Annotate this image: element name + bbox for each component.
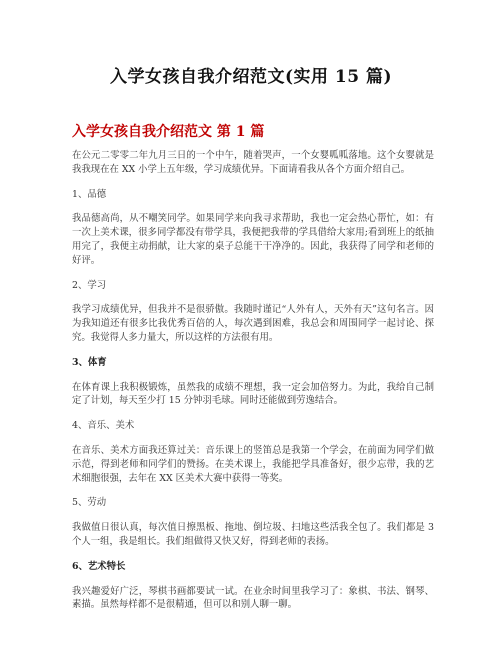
section-heading: 入学女孩自我介绍范文 第 1 篇 bbox=[72, 124, 265, 140]
document-title: 入学女孩自我介绍范文(实用 15 篇) bbox=[109, 67, 393, 87]
subheading-sports: 3、体育 bbox=[72, 356, 107, 368]
paragraph-labor: 我做值日很认真，每次值日擦黑板、拖地、倒垃圾、扫地这些活我全包了。我们都是 3 个人一组，我是组长。我们组做得又快又好，得到老师的表扬。 bbox=[72, 522, 434, 547]
paragraph-art-talent: 我兴趣爱好广泛，琴棋书画都要试一试。在业余时间里我学习了：象棋、书法、钢琴、素描。虽然每样都不是很精通，但可以和别人聊一聊。 bbox=[72, 585, 434, 611]
subheading-labor: 5、劳动 bbox=[72, 497, 107, 509]
subheading-morality: 1、品德 bbox=[72, 188, 107, 200]
subheading-study: 2、学习 bbox=[72, 279, 107, 291]
document-body bbox=[72, 149, 434, 623]
intro-paragraph: 在公元二零零二年九月三日的一个中午，随着哭声，一个女婴呱呱落地。这个女婴就是我我现在在 XX 小学上五年级，学习成绩优异。下面请看我从各个方面介绍自己。 bbox=[72, 150, 434, 175]
paragraph-morality: 我品德高尚，从不嘲笑同学。如果同学来向我寻求帮助，我也一定会热心帮忙，如：有一次上美术课，很多同学都没有带学具，我便把我带的学具借给大家用;看到班上的纸抽用完了，我便主动捐献，让大家的桌子总能干干净净的。因此，我获得了同学和老师的好评。 bbox=[72, 213, 434, 266]
subheading-music-art: 4、音乐、美术 bbox=[72, 420, 135, 432]
subheading-art-talent: 6、艺术特长 bbox=[72, 560, 126, 572]
paragraph-study: 我学习成绩优异，但我并不是很骄傲。我随时谨记“人外有人，天外有天”这句名言。因为我知道还有很多比我优秀百倍的人，每次遇到困难，我总会和周围同学一起讨论、探究。我觉得人多力量大，所以这样的方法很有用。 bbox=[72, 304, 434, 343]
paragraph-sports: 在体育课上我积极锻炼，虽然我的成绩不理想，我一定会加倍努力。为此，我给自己制定了计划，每天至少打 15 分钟羽毛球。同时还能做到劳逸结合。 bbox=[72, 381, 434, 407]
paragraph-music-art: 在音乐、美术方面我还算过关：音乐课上的竖笛总是我第一个学会，在前面为同学们做示范，得到老师和同学们的赞扬。在美术课上，我能把学具准备好，很少忘带，我的艺术细胞很强，去年在 XX 区美术大赛中获得一等奖。 bbox=[72, 444, 434, 484]
